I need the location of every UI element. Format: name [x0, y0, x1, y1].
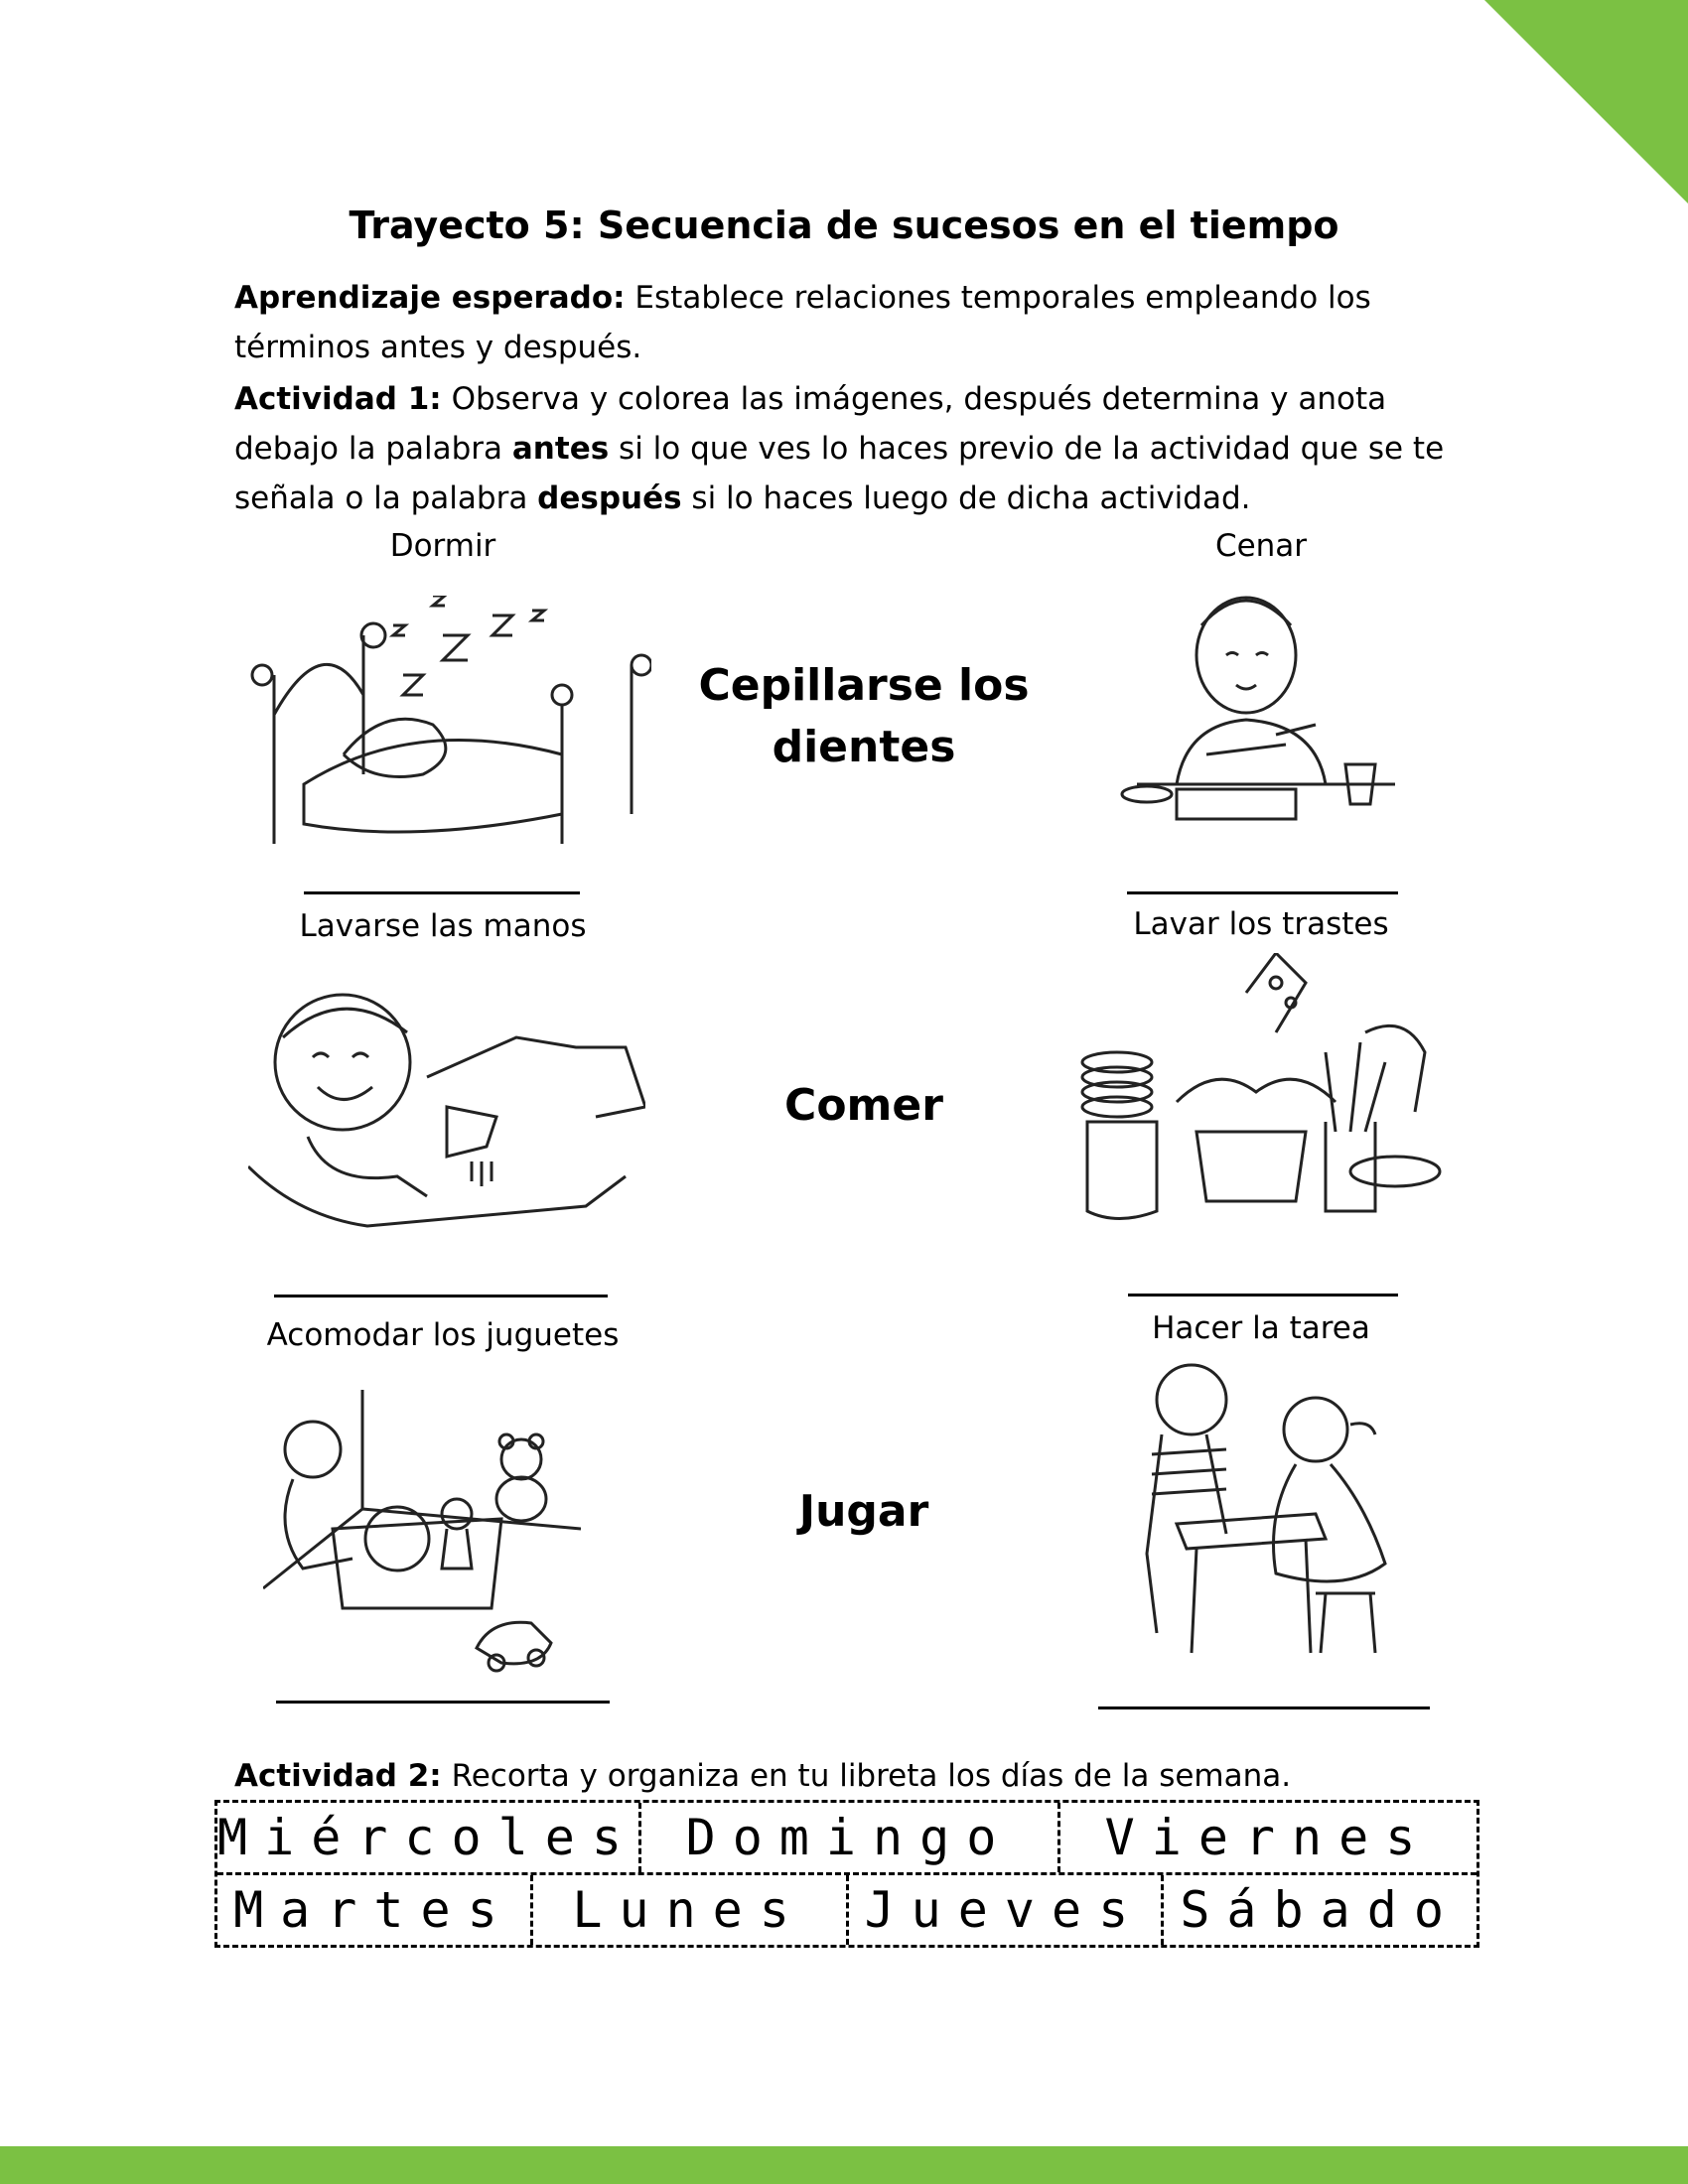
day-cell-martes: Martes — [233, 1881, 514, 1939]
day-cell-jueves: Jueves — [846, 1875, 1162, 1945]
learning-objective — [234, 273, 1476, 372]
days-of-week-cutout-grid — [214, 1800, 1479, 1948]
activity-1-label: Actividad 1: — [234, 381, 442, 417]
day-cell-lunes: Lunes — [530, 1875, 846, 1945]
day-cell-miercoles: Miércoles — [217, 1809, 638, 1866]
answer-line-lavarse-las-manos[interactable] — [274, 1295, 608, 1297]
caption-acomodar-los-juguetes: Acomodar los juguetes — [266, 1317, 620, 1353]
answer-line-dormir[interactable] — [304, 891, 580, 894]
activity-2-label: Actividad 2: — [234, 1758, 442, 1794]
boy-eating-dinner-illustration — [1117, 586, 1405, 844]
activity-1-text: si lo que ves lo haces previo de la actividad que se te señala o la palabra — [234, 431, 1445, 516]
green-corner-triangle — [1484, 0, 1688, 204]
child-washing-hands-illustration — [248, 988, 645, 1236]
answer-line-hacer-la-tarea[interactable] — [1098, 1706, 1430, 1709]
reference-activity-cepillarse: Cepillarse los dientes — [698, 660, 1030, 772]
activity-1-text: si lo haces luego de dicha actividad. — [681, 480, 1251, 516]
children-doing-homework-illustration — [1117, 1355, 1405, 1673]
caption-dormir: Dormir — [389, 528, 496, 564]
page-title: Trayecto 5: Secuencia de sucesos en el tiempo — [349, 204, 1339, 247]
caption-lavar-los-trastes: Lavar los trastes — [1133, 906, 1389, 942]
answer-line-lavar-los-trastes[interactable] — [1128, 1294, 1398, 1297]
day-cell-viernes: Viernes — [1057, 1803, 1477, 1872]
days-row-2 — [217, 1872, 1477, 1945]
green-footer-bar — [0, 2146, 1688, 2184]
activity-2-instructions — [234, 1751, 1476, 1801]
activity-1-text: Observa y colorea las imágenes, después determina y anota debajo la palabra — [234, 381, 1387, 467]
answer-line-acomodar-los-juguetes[interactable] — [276, 1701, 610, 1704]
caption-cenar: Cenar — [1214, 528, 1308, 564]
activity-1-instructions — [234, 374, 1476, 523]
learning-objective-text: Establece relaciones temporales empleando los términos antes y después. — [234, 280, 1371, 365]
activity-2-text: Recorta y organiza en tu libreta los días de la semana. — [441, 1758, 1292, 1794]
days-row-1 — [217, 1803, 1477, 1872]
keyword-despues: después — [537, 480, 682, 516]
learning-objective-label: Aprendizaje esperado: — [234, 280, 626, 316]
caption-lavarse-las-manos: Lavarse las manos — [299, 908, 587, 944]
keyword-antes: antes — [511, 431, 610, 467]
caption-hacer-la-tarea: Hacer la tarea — [1152, 1310, 1370, 1346]
answer-line-cenar[interactable] — [1127, 891, 1398, 894]
dirty-dishes-illustration — [1077, 953, 1445, 1231]
reference-activity-jugar: Jugar — [798, 1486, 929, 1537]
reference-activity-comer: Comer — [784, 1080, 943, 1131]
day-cell-sabado: Sábado — [1161, 1875, 1477, 1945]
sleeping-child-illustration — [234, 596, 651, 864]
child-tidying-toys-illustration — [263, 1390, 581, 1678]
day-cell-domingo: Domingo — [638, 1803, 1057, 1872]
